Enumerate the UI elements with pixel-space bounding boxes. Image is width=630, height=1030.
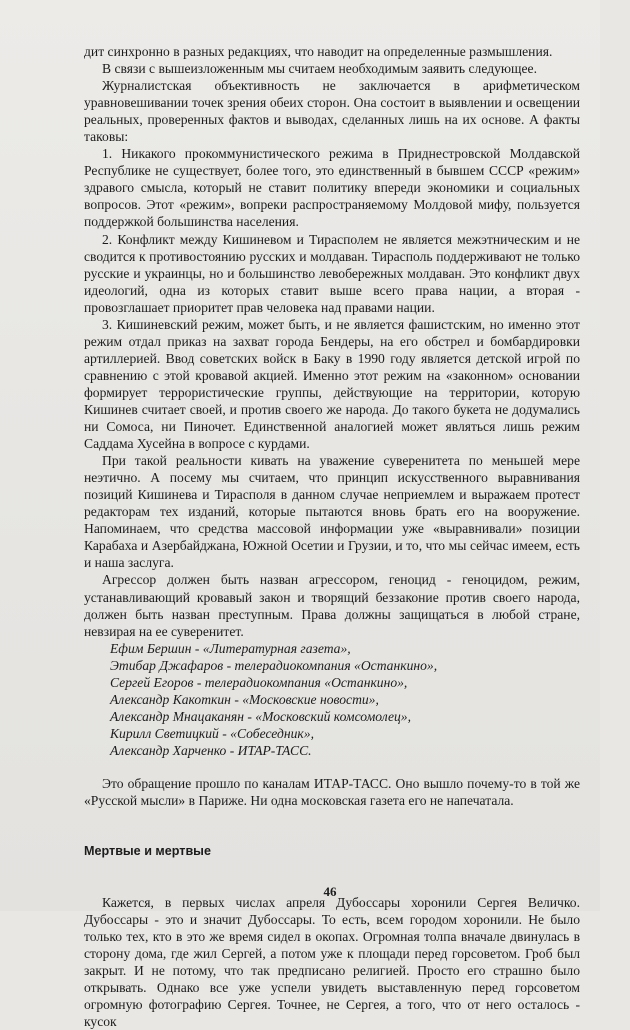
- signature-line: Александр Харченко - ИТАР-ТАСС.: [110, 742, 312, 758]
- signature-line: Сергей Егоров - телерадиокомпания «Останкино»,: [110, 674, 408, 690]
- spacer: [84, 759, 580, 775]
- signature-list: [110, 640, 580, 759]
- paragraph: 2. Конфликт между Кишиневом и Тирасполем не является межэтническим и не сводится к противостоянию русских и молдаван. Тирасполь поддерживают не только русские и украинцы, но и большинство левобережных молдаван. Это конфликт двух идеологий, одна из которых ставит выше всего права нации, а вторая - провозглашает приоритет прав человека над правами нации.: [84, 231, 580, 315]
- spacer: [84, 809, 580, 843]
- paragraph: В связи с вышеизложенным мы считаем необходимым заявить следующее.: [102, 61, 537, 77]
- section-heading: Мертвые и мертвые: [84, 844, 211, 859]
- paragraph: дит синхронно в разных редакциях, что наводит на определенные размышления.: [84, 44, 553, 59]
- page-number: 46: [323, 884, 337, 899]
- paragraph: Журналистская объективность не заключается в арифметическом уравновешивании точек зрения обеих сторон. Она состоит в выявлении и освещении реальных, проверенных фактов и выводах, сделанных лишь на их основе. А факты таковы:: [84, 78, 580, 145]
- paragraph: 3. Кишиневский режим, может быть, и не является фашистским, но именно этот режим отдал приказ на захват города Бендеры, на его обстрел и бомбардировки артиллерией. Ввод советских войск в Баку в 1990 году является детской игрой по сравнению с этой кровавой акцией. Именно этот режим на «законном» основании формирует террористические группы, действующие на территории, которую Кишинев считает своей, и против своего же народа. До такого букета не додумались ни Сомоса, ни Пиночет. Единственной аналогией может являться лишь режим Саддама Хусейна в вопросе с курдами.: [84, 316, 580, 452]
- paragraph: При такой реальности кивать на уважение суверенитета по меньшей мере неэтично. А посему мы считаем, что принцип искусственного выравнивания позиций Кишинева и Тирасполя в данном случае неприемлем и выражаем протест редакторам тех изданий, которые пытаются вновь брать его на вооружение. Напоминаем, что средства массовой информации уже «выравнивали» позиции Карабаха и Азербайджана, Южной Осетии и Грузии, и то, что мы сейчас имеем, есть и наша заслуга.: [84, 453, 580, 571]
- page-body: [84, 43, 580, 1030]
- paragraph: Агрессор должен быть назван агрессором, геноцид - геноцидом, режим, устанавливающий кровавый закон и творящий беззаконие против своего народа, должен быть назван преступным. Права должны защищаться в любой стране, невзирая на ее суверенитет.: [84, 572, 580, 639]
- note-paragraph: Это обращение прошло по каналам ИТАР-ТАСС. Оно вышло почему-то в той же «Русской мысли» в Париже. Ни одна московская газета его не напечатала.: [84, 775, 580, 809]
- signature-line: Ефим Бершин - «Литературная газета»,: [110, 640, 351, 656]
- signature-line: Этибар Джафаров - телерадиокомпания «Останкино»,: [110, 657, 438, 673]
- signature-line: Александр Мнацаканян - «Московский комсомолец»,: [110, 708, 412, 724]
- signature-line: Кирилл Светицкий - «Собеседник»,: [110, 725, 314, 741]
- paragraph: 1. Никакого прокоммунистического режима в Приднестровской Молдавской Республике не существует, более того, это единственный в бывшем СССР «режим» здравого смысла, который не ставит политику впереди экономики и социальных вопросов. Этот «режим», вопреки распространяемому Молдовой мифу, пользуется поддержкой большинства населения.: [84, 146, 580, 230]
- paragraph: Кажется, в первых числах апреля Дубоссары хоронили Сергея Величко. Дубоссары - это и значит Дубоссары. То есть, всем городом хоронили. Не было только тех, кто в это же время сидел в окопах. Огромная толпа вначале двинулась в сторону дома, где жил Сергей, а потом уже к площади перед горсоветом. Гроб был закрыт. И не потому, что так предписано религией. Просто его страшно было открывать. Однако все уже успели увидеть выставленную перед горсоветом огромную фотографию Сергея. Точнее, не Сергея, а того, что от него осталось - кусок: [84, 895, 580, 1030]
- signature-line: Александр Какоткин - «Московские новости»,: [110, 691, 379, 707]
